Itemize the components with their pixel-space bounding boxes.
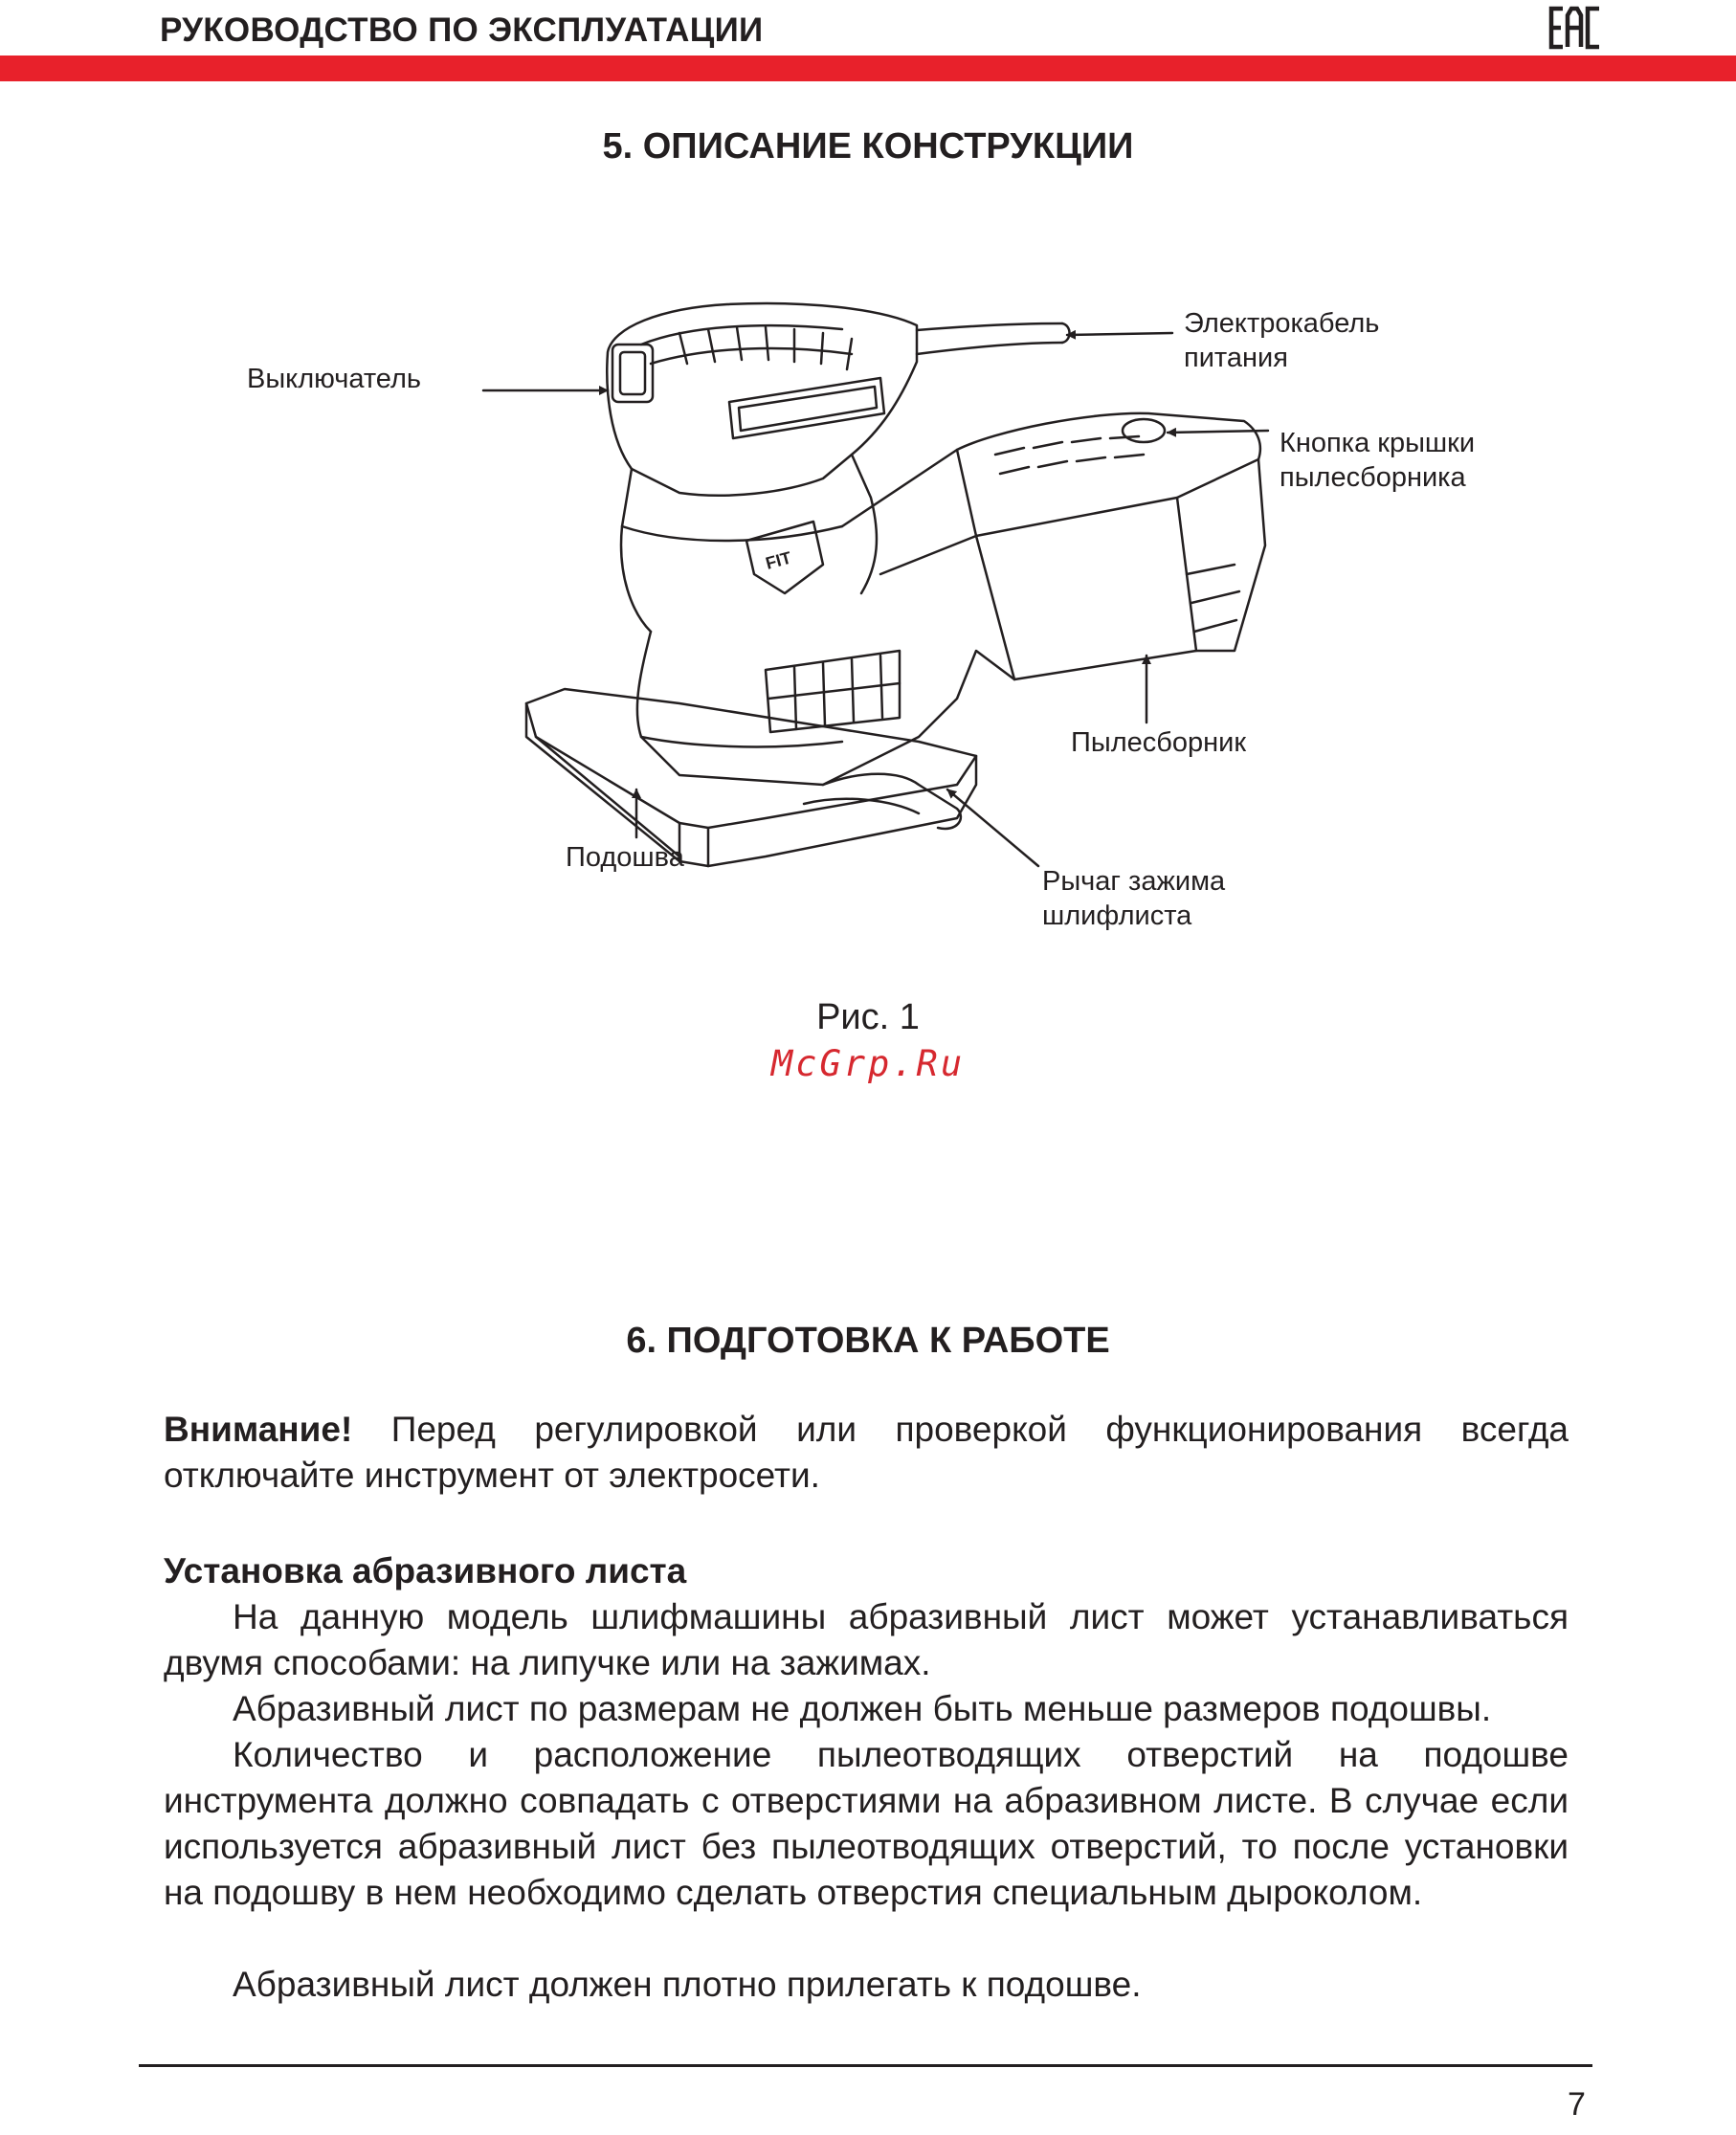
- label-power-cable: Электрокабель питания: [1184, 308, 1380, 373]
- label-sole: Подошва: [566, 842, 684, 873]
- label-switch: Выключатель: [247, 364, 421, 394]
- warning-label: Внимание!: [164, 1410, 353, 1449]
- page-number: 7: [1568, 2086, 1586, 2123]
- section-6-title: 6. ПОДГОТОВКА К РАБОТЕ: [626, 1321, 1110, 1361]
- section-5-title: 5. ОПИСАНИЕ КОНСТРУКЦИИ: [602, 126, 1134, 167]
- warning-text: Перед регулировкой или проверкой функционирования всегда отключайте инструмент от электросети.: [164, 1410, 1569, 1495]
- label-dust-cover-button: Кнопка крышки пылесборника: [1280, 428, 1476, 493]
- watermark: McGrp.Ru: [770, 1043, 966, 1084]
- paragraph-1: На данную модель шлифмашины абразивный лист может устанавливаться двумя способами: на липучке или на зажимах.: [164, 1597, 1569, 1682]
- label-dust-collector: Пылесборник: [1071, 727, 1247, 758]
- brand-emblem-text: FIT: [763, 547, 794, 573]
- header-accent-bar: [0, 56, 1736, 81]
- paragraph-3: Количество и расположение пылеотводящих отверстий на подошве инструмента должно совпадать с отверстиями на абразивном листе. В случае если используется абразивный лист без пылеотводящих отверстий, то после установки на подошву в нем необходимо сделать отверстия специальным дыроколом.: [164, 1735, 1569, 1912]
- paragraph-4: Абразивный лист должен плотно прилегать к подошве.: [233, 1965, 1142, 2004]
- document-header-title: РУКОВОДСТВО ПО ЭКСПЛУАТАЦИИ: [160, 11, 764, 49]
- warning-paragraph: [164, 1407, 1569, 1499]
- eac-certification-logo: [1548, 6, 1602, 50]
- orbital-sander-illustration: [230, 287, 1589, 957]
- subsection-title: Установка абразивного листа: [164, 1551, 687, 1590]
- label-clamp-lever: Рычаг зажима шлифлиста: [1042, 866, 1226, 931]
- footer-rule: [139, 2064, 1592, 2067]
- paragraph-2: Абразивный лист по размерам не должен быть меньше размеров подошвы.: [233, 1689, 1492, 1728]
- figure-caption: Рис. 1: [816, 997, 920, 1037]
- sander-figure: [230, 287, 1589, 957]
